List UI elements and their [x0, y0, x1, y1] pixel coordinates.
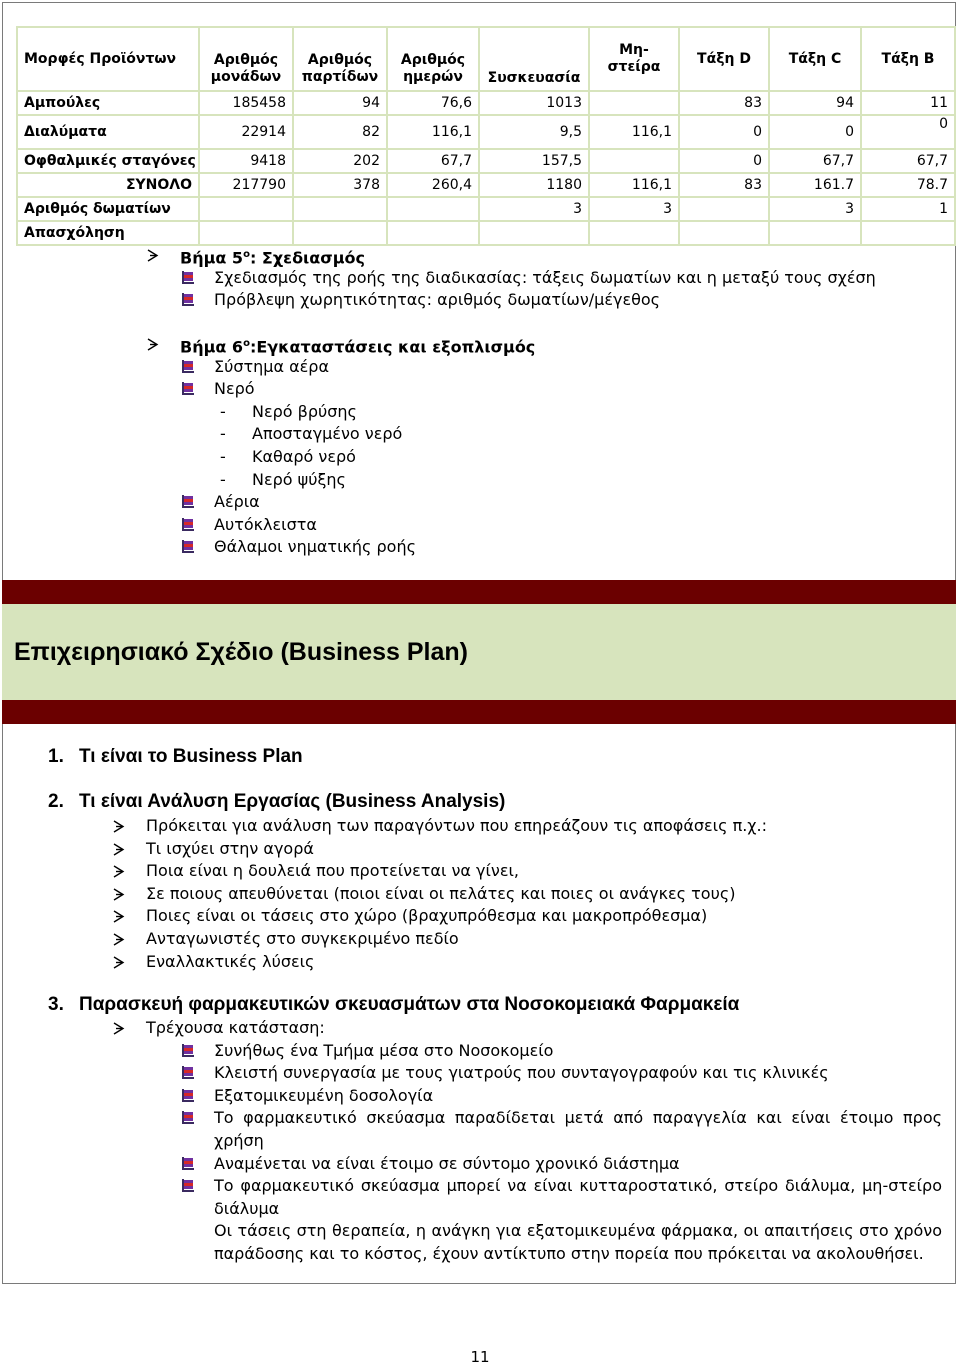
- cell-units: 22914: [199, 115, 293, 149]
- flag-bullet-icon: [182, 382, 194, 395]
- table-row: [17, 221, 955, 245]
- list-item: Κλειστή συνεργασία με τους γιατρούς που συνταγογραφούν και τις κλινικές: [214, 1063, 829, 1083]
- flag-bullet-icon: [182, 293, 194, 306]
- list-item: Συνήθως ένα Τμήμα μέσα στο Νοσοκομείο: [214, 1040, 554, 1060]
- row-label: Διαλύματα: [17, 115, 199, 149]
- step6-laminar: Θάλαμοι νηματικής ροής: [214, 537, 416, 557]
- cell-class-d: 0: [679, 115, 769, 149]
- list-item: Σε ποιους απευθύνεται (ποιοι είναι οι πελάτες και ποιες οι ανάγκες τους): [146, 883, 736, 903]
- water-type: Νερό ψύξης: [252, 469, 346, 489]
- paragraph-line: Οι τάσεις στη θεραπεία, η ανάγκη για εξατομικευμένα φάρμακα, οι απαιτήσεις στο χρόνο: [214, 1221, 942, 1241]
- section3-list: [112, 1017, 946, 1266]
- cell-units: 185458: [199, 91, 293, 115]
- header-sterilizer: Μη- στείρα: [589, 27, 679, 91]
- row-label: Αριθμός δωματίων: [17, 197, 199, 221]
- business-plan-banner: [2, 604, 956, 700]
- table-row: [17, 173, 955, 197]
- cell-class-d: 83: [679, 173, 769, 197]
- section3-heading: [48, 994, 740, 1016]
- arrow-bullet-icon: [112, 842, 126, 857]
- cell-sterilizer: 116,1: [589, 173, 679, 197]
- cell-units: 217790: [199, 173, 293, 197]
- flag-bullet-icon: [182, 518, 194, 531]
- cell-class-b: 11: [861, 91, 955, 115]
- list-item-continued: χρήση: [214, 1130, 264, 1150]
- current-state-label: Τρέχουσα κατάσταση:: [146, 1018, 325, 1037]
- cell-class-b: 1: [861, 197, 955, 221]
- row-label: Αμπούλες: [17, 91, 199, 115]
- arrow-bullet-icon: [146, 337, 160, 352]
- step5-item: Πρόβλεψη χωρητικότητας: αριθμός δωματίων/μέγεθος: [214, 290, 661, 310]
- flag-bullet-icon: [182, 1089, 194, 1102]
- list-item: Τι ισχύει στην αγορά: [146, 838, 314, 858]
- cell-class-d: 0: [679, 149, 769, 173]
- step6-water: Νερό: [214, 379, 255, 399]
- flag-bullet-icon: [182, 271, 194, 284]
- section-number: 1.: [48, 746, 64, 767]
- water-type: Νερό βρύσης: [252, 401, 357, 421]
- section-number: 3.: [48, 994, 64, 1015]
- list-item-continued: διάλυμα: [214, 1198, 280, 1218]
- cell-batches: 82: [293, 115, 387, 149]
- cell-sterilizer: [589, 221, 679, 245]
- cell-class-b: 78.7: [861, 173, 955, 197]
- list-item: Αναμένεται να είναι έτοιμο σε σύντομο χρονικό διάστημα: [214, 1153, 680, 1173]
- arrow-bullet-icon: [112, 932, 126, 947]
- header-packaging: Συσκευασία: [479, 27, 589, 91]
- cell-class-c: 3: [769, 197, 861, 221]
- flag-bullet-icon: [182, 1111, 194, 1124]
- cell-sterilizer: [589, 91, 679, 115]
- list-item: Το φαρμακευτικό σκεύασμα παραδίδεται μετά από παραγγελία και είναι έτοιμο προς: [214, 1108, 942, 1128]
- header-units: Αριθμός μονάδων: [199, 27, 293, 91]
- cell-batches: 378: [293, 173, 387, 197]
- cell-packaging: [479, 221, 589, 245]
- section1-heading: [48, 746, 303, 768]
- cell-sterilizer: 116,1: [589, 115, 679, 149]
- row-label: ΣΥΝΟΛΟ: [17, 173, 199, 197]
- table-row: [17, 115, 955, 149]
- list-item: Ποια είναι η δουλειά που προτείνεται να γίνει,: [146, 861, 519, 881]
- cell-units: [199, 197, 293, 221]
- cell-sterilizer: 3: [589, 197, 679, 221]
- flag-bullet-icon: [182, 1044, 194, 1057]
- step6-autoclaves: Αυτόκλειστα: [214, 514, 317, 534]
- arrow-bullet-icon: [112, 955, 126, 970]
- row-label: Οφθαλμικές σταγόνες: [17, 149, 199, 173]
- arrow-bullet-icon: [112, 819, 126, 834]
- banner-title: Επιχειρησιακό Σχέδιο (Business Plan): [14, 638, 468, 666]
- cell-batches: [293, 221, 387, 245]
- table-row: [17, 91, 955, 115]
- flag-bullet-icon: [182, 495, 194, 508]
- cell-class-c: [769, 221, 861, 245]
- flag-bullet-icon: [182, 1066, 194, 1079]
- cell-days: 67,7: [387, 149, 479, 173]
- list-item: Εξατομικευμένη δοσολογία: [214, 1085, 434, 1105]
- list-item: Ανταγωνιστές στο συγκεκριμένο πεδίο: [146, 928, 459, 948]
- section2-heading: [48, 791, 506, 813]
- list-item: Το φαρμακευτικό σκεύασμα μπορεί να είναι κυτταροστατικό, στείρο διάλυμα, μη-στείρο: [214, 1176, 942, 1196]
- step6-title: Βήμα $6^o:E\gamma\kappa\alpha\tau\alpha\sigma\tau ά\sigma\varepsilon\iota\varsigma$ και εξοπλισμός: [180, 337, 536, 357]
- page-number: 11: [470, 1348, 490, 1366]
- cell-packaging: 3: [479, 197, 589, 221]
- section2-title: Τι είναι Ανάλυση Εργασίας (Business Analysis): [79, 791, 506, 812]
- cell-class-d: [679, 221, 769, 245]
- header-batches: Αριθμός παρτίδων: [293, 27, 387, 91]
- cell-days: 76,6: [387, 91, 479, 115]
- cell-sterilizer: [589, 149, 679, 173]
- list-item: Εναλλακτικές λύσεις: [146, 951, 315, 971]
- flag-bullet-icon: [182, 1179, 194, 1192]
- list-item: Ποιες είναι οι τάσεις στο χώρο (βραχυπρόθεσμα και μακροπρόθεσμα): [146, 906, 708, 926]
- cell-packaging: 1013: [479, 91, 589, 115]
- flag-bullet-icon: [182, 540, 194, 553]
- step6-air: Σύστημα αέρα: [214, 356, 329, 376]
- cell-packaging: 9,5: [479, 115, 589, 149]
- cell-class-b: 0: [861, 115, 955, 149]
- water-type: Καθαρό νερό: [252, 446, 356, 466]
- dash-marker: -: [220, 401, 226, 421]
- arrow-bullet-icon: [112, 887, 126, 902]
- cell-class-c: 94: [769, 91, 861, 115]
- cell-days: 116,1: [387, 115, 479, 149]
- arrow-bullet-icon: [112, 909, 126, 924]
- dash-marker: -: [220, 469, 226, 489]
- dash-marker: -: [220, 446, 226, 466]
- cell-units: [199, 221, 293, 245]
- table-row: [17, 149, 955, 173]
- section3-title: Παρασκευή φαρμακευτικών σκευασμάτων στα Νοσοκομειακά Φαρμακεία: [79, 994, 740, 1015]
- arrow-bullet-icon: [112, 864, 126, 879]
- cell-class-c: 161.7: [769, 173, 861, 197]
- arrow-bullet-icon: [112, 1021, 126, 1036]
- header-class-c: Τάξη C: [769, 27, 861, 91]
- cell-days: [387, 221, 479, 245]
- banner-bottom-bar: [2, 700, 956, 724]
- paragraph-line: παράδοσης και το κόστος, έχουν αντίκτυπο στην πορεία που πρόκειται να ακολουθήσει.: [214, 1243, 924, 1263]
- cell-class-c: 0: [769, 115, 861, 149]
- cell-class-b: [861, 221, 955, 245]
- cell-class-b: 67,7: [861, 149, 955, 173]
- cell-packaging: 157,5: [479, 149, 589, 173]
- list-item: Πρόκειται για ανάλυση των παραγόντων που επηρεάζουν τις αποφάσεις π.χ.:: [146, 816, 767, 835]
- step5-section: [146, 244, 946, 312]
- section-number: 2.: [48, 791, 64, 812]
- products-table: [16, 26, 956, 246]
- cell-class-d: [679, 197, 769, 221]
- cell-days: 260,4: [387, 173, 479, 197]
- header-forms: Μορφές Προϊόντων: [17, 27, 199, 91]
- cell-days: [387, 197, 479, 221]
- step6-gases: Αέρια: [214, 492, 260, 512]
- cell-units: 9418: [199, 149, 293, 173]
- flag-bullet-icon: [182, 360, 194, 373]
- cell-class-d: 83: [679, 91, 769, 115]
- header-class-d: Τάξη D: [679, 27, 769, 91]
- header-class-b: Τάξη Β: [861, 27, 955, 91]
- banner-top-bar: [2, 580, 956, 604]
- step5-item: Σχεδιασμός της ροής της διαδικασίας: τάξεις δωματίων και η μεταξύ τους σχέση: [214, 267, 876, 287]
- table-header-row: [17, 27, 955, 91]
- cell-batches: 94: [293, 91, 387, 115]
- step5-title: Βήμα $5^o$: Σχεδιασμός: [180, 248, 365, 268]
- step6-section: [146, 333, 946, 559]
- cell-class-c: 67,7: [769, 149, 861, 173]
- row-label: Απασχόληση: [17, 221, 199, 245]
- cell-packaging: 1180: [479, 173, 589, 197]
- arrow-bullet-icon: [146, 248, 160, 263]
- flag-bullet-icon: [182, 1157, 194, 1170]
- water-type: Αποσταγμένο νερό: [252, 424, 403, 444]
- table-row: [17, 197, 955, 221]
- section2-list: [112, 815, 932, 973]
- dash-marker: -: [220, 424, 226, 444]
- section1-title: Τι είναι το Business Plan: [79, 746, 303, 767]
- cell-batches: 202: [293, 149, 387, 173]
- header-days: Αριθμός ημερών: [387, 27, 479, 91]
- cell-batches: [293, 197, 387, 221]
